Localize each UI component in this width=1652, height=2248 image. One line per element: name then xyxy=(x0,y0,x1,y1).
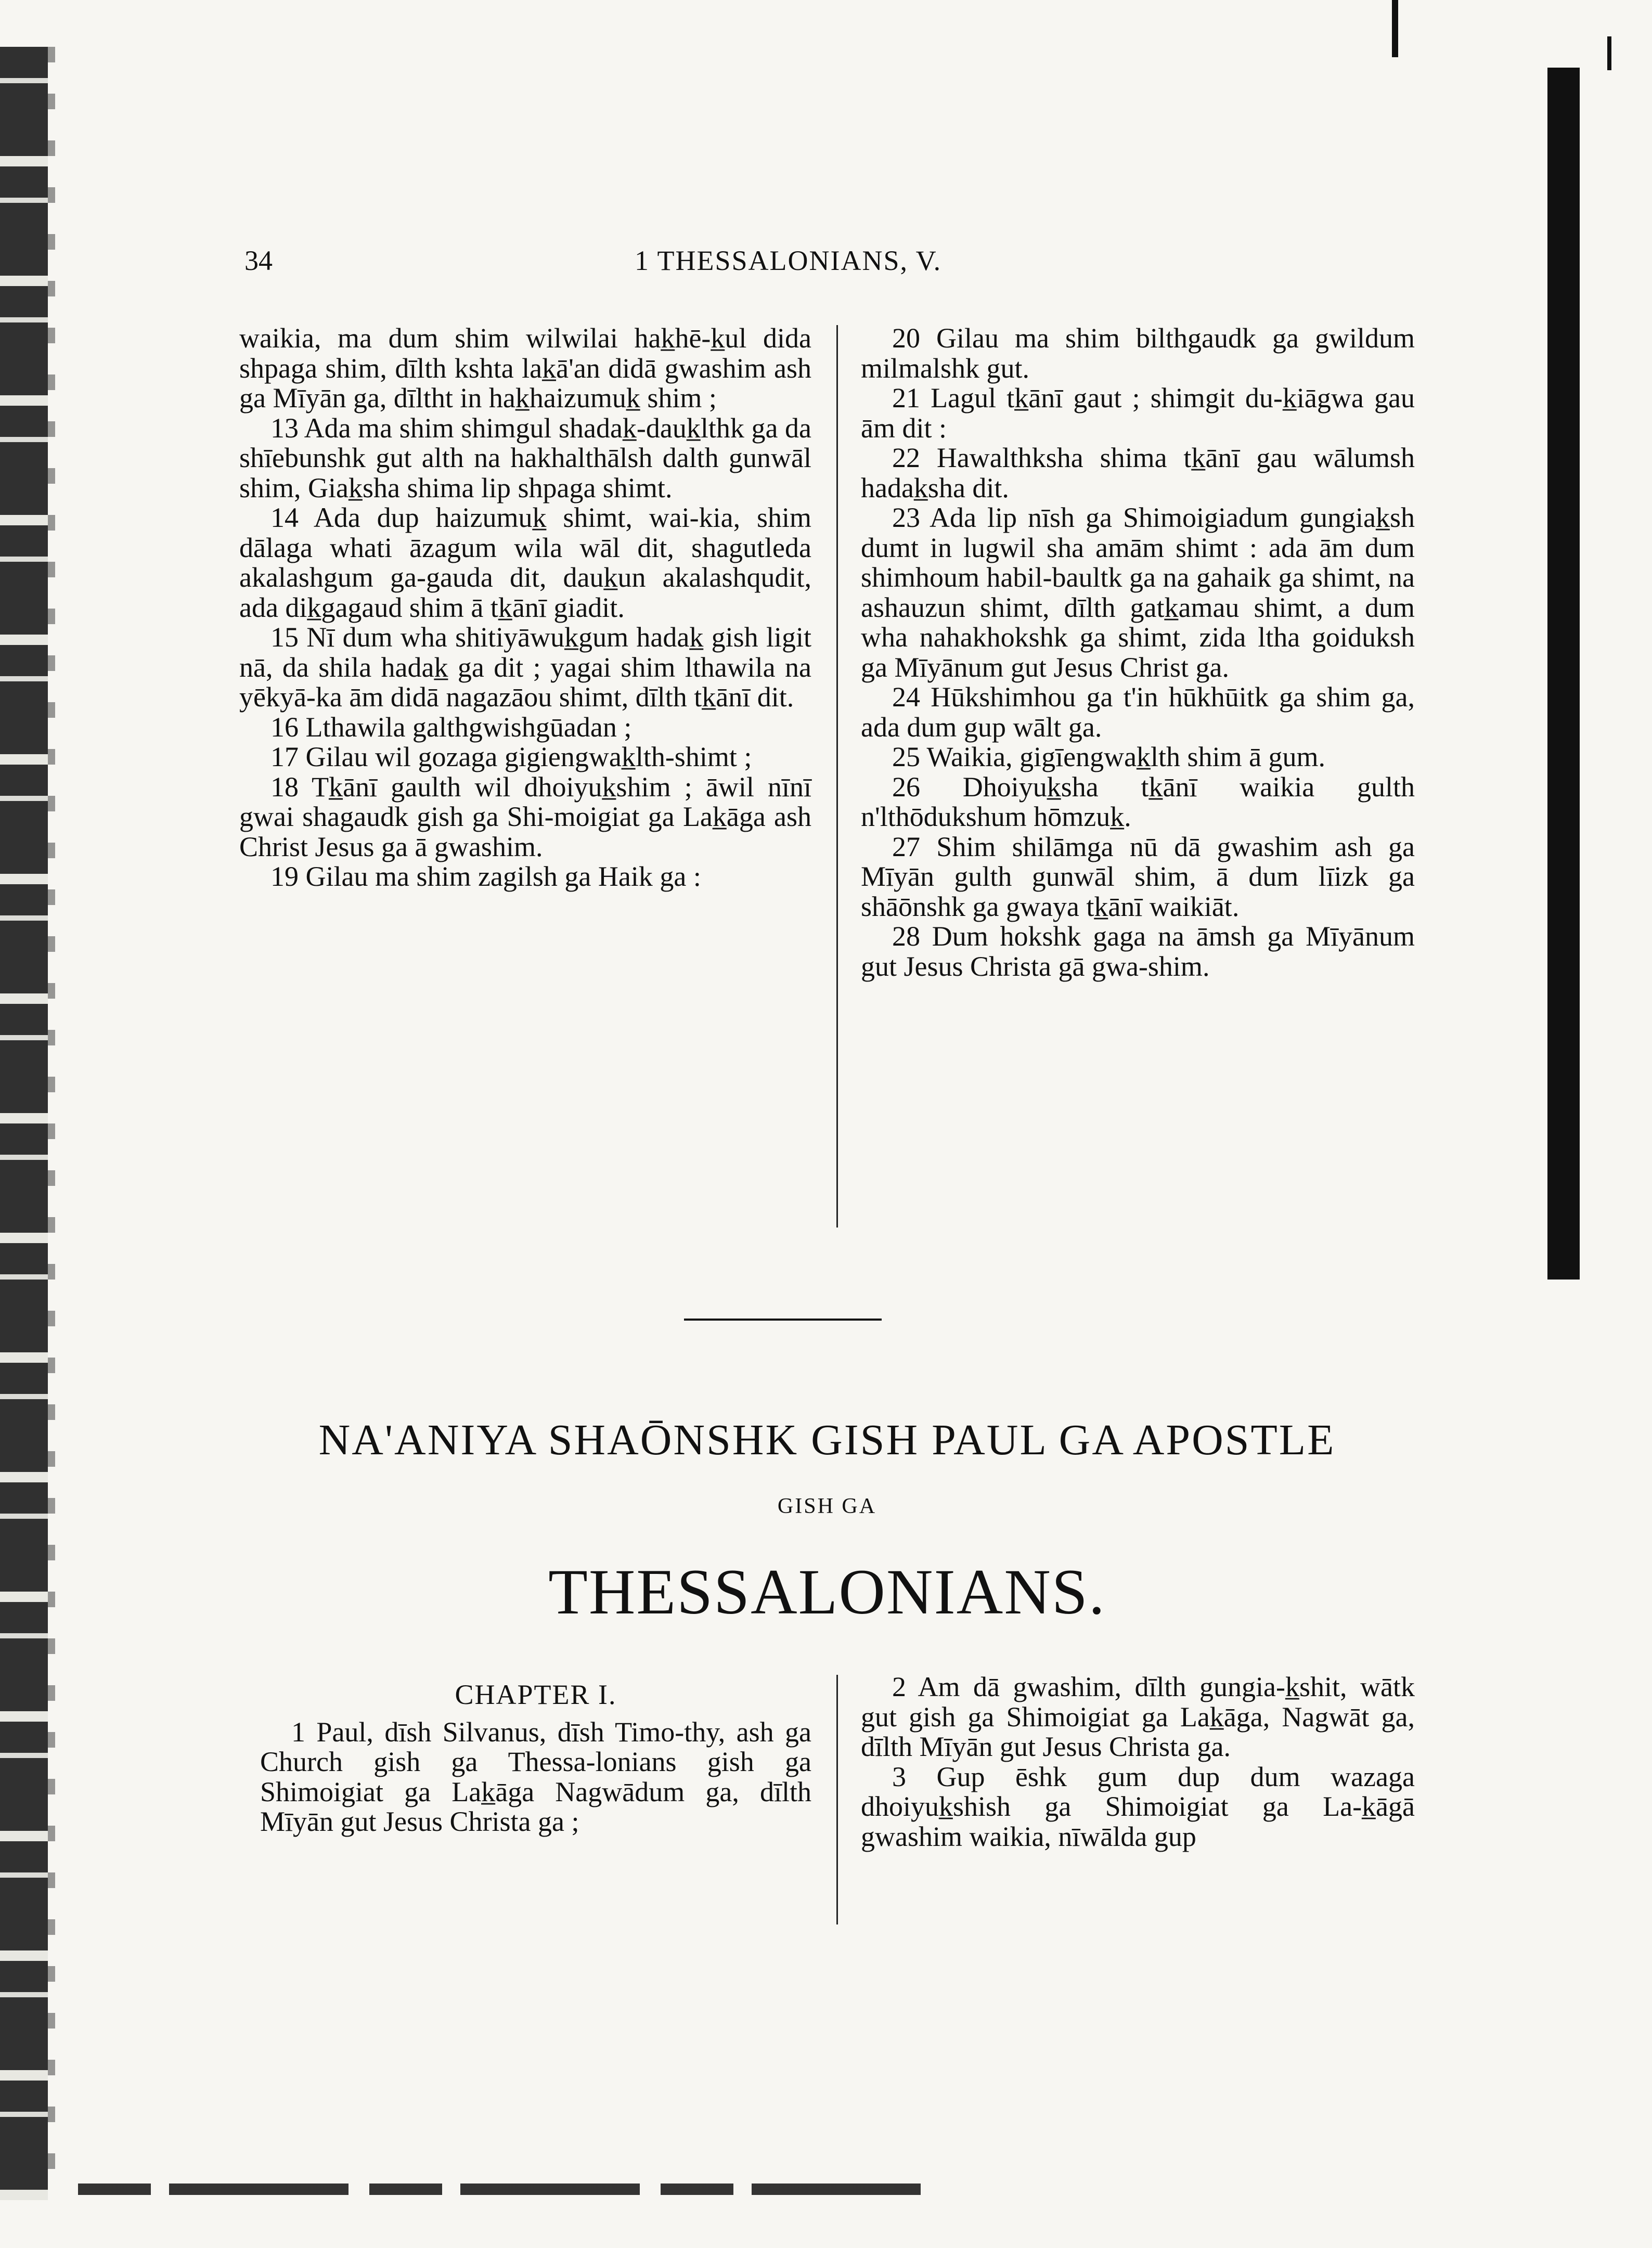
scan-edge-right xyxy=(1547,68,1580,1280)
chapter-heading: CHAPTER I. xyxy=(455,1679,617,1710)
verse-paragraph: waikia, ma dum shim wilwilai hak̲hē-k̲ul dida shpaga shim, dīlth kshta lak̲ā'an didā gwashim ash ga Mīyān ga, dīltht in hak̲haizumuk̲ shim ; xyxy=(239,322,811,414)
column-divider xyxy=(836,325,838,1228)
verse-paragraph: 18 Tk̲ānī gaulth wil dhoiyuk̲shim ; āwil nīnī gwai shagaudk gish ga Shi-moigiat ga Lak̲āga ash Christ Jesus ga ā gwashim. xyxy=(239,771,811,862)
verse-paragraph: 14 Ada dup haizumuk̲ shimt, wai-kia, shim dālaga whati āzagum wila wāl dit, shagutleda akalashgum ga-gauda dit, dauk̲un akalashqudit, ada dik̲gagaud shim ā tk̲ānī giadit. xyxy=(239,502,811,623)
verse-paragraph: 22 Hawalthksha shima tk̲ānī gau wālumsh hadak̲sha dit. xyxy=(861,442,1415,503)
verse-paragraph: 23 Ada lip nīsh ga Shimoigiadum gungiak̲sh dumt in lugwil sha amām shimt : ada ām dum shimhoum habil-baultk ga na gahaik ga shimt, na ashauzun shimt, dīlth gatk̲amau shimt, a dum wha nahakhokshk ga shimt, zida ltha goiduksh ga Mīyānum gut Jesus Christ ga. xyxy=(861,502,1415,683)
chapter5-left-column xyxy=(239,324,811,892)
scan-mark-top-right xyxy=(1607,36,1611,70)
section-divider xyxy=(684,1319,882,1321)
page-header xyxy=(244,244,1046,286)
scan-edge-left-inner xyxy=(48,47,55,2200)
verse-paragraph: 13 Ada ma shim shimgul shadak̲-dauk̲lthk ga da shīebunshk gut alth na hakhalthālsh dalth gunwāl shim, Giak̲sha shima lip shpaga shimt. xyxy=(239,412,811,503)
verse-paragraph: 20 Gilau ma shim bilthgaudk ga gwildum milmalshk gut. xyxy=(861,322,1415,384)
running-head: 1 THESSALONIANS, V. xyxy=(635,245,942,276)
epistle-subtitle: GISH GA xyxy=(777,1494,877,1518)
verse-paragraph: 1 Paul, dīsh Silvanus, dīsh Timo-thy, ash ga Church gish ga Thessa-lonians gish ga Shimoigiat ga Lak̲āga Nagwādum ga, dīlth Mīyān gut Jesus Christa ga ; xyxy=(260,1716,811,1837)
verse-paragraph: 25 Waikia, gigīengwak̲lth shim ā gum. xyxy=(892,741,1326,772)
epistle-title: NA'ANIYA SHAŌNSHK GISH PAUL GA APOSTLE xyxy=(318,1416,1336,1464)
verse-paragraph: 17 Gilau wil gozaga gigiengwak̲lth-shimt ; xyxy=(270,741,752,772)
chapter1-left-column xyxy=(260,1680,811,1837)
verse-paragraph: 16 Lthawila galthgwishgūadan ; xyxy=(270,711,632,743)
scan-edge-bottom xyxy=(78,2184,921,2195)
verse-paragraph: 24 Hūkshimhou ga t'in hūkhūitk ga shim ga, ada dum gup wālt ga. xyxy=(861,681,1415,743)
chapter1-right-column xyxy=(861,1672,1415,1852)
verse-paragraph: 3 Gup ēshk gum dup dum wazaga dhoiyuk̲shish ga Shimoigiat ga La-k̲āgā gwashim waikia, nīwālda gup xyxy=(861,1761,1415,1852)
scan-mark-top xyxy=(1392,0,1398,57)
verse-paragraph: 19 Gilau ma shim zagilsh ga Haik ga : xyxy=(270,861,701,892)
column-divider xyxy=(836,1675,838,1924)
verse-paragraph: 27 Shim shilāmga nū dā gwashim ash ga Mīyān gulth gunwāl shim, ā dum līizk ga shāōnshk ga gwaya tk̲ānī waikiāt. xyxy=(861,831,1415,922)
chapter5-right-column xyxy=(861,324,1415,981)
verse-paragraph: 28 Dum hokshk gaga na āmsh ga Mīyānum gut Jesus Christa gā gwa-shim. xyxy=(861,921,1415,982)
verse-paragraph: 15 Nī dum wha shitiyāwuk̲gum hadak̲ gish ligit nā, da shila hadak̲ ga dit ; yagai shim lthawila na yēkyā-ka ām didā nagazāou shimt, dīlth tk̲ānī dit. xyxy=(239,622,811,713)
verse-paragraph: 26 Dhoiyuk̲sha tk̲ānī waikia gulth n'lthōdukshum hōmzuk̲. xyxy=(861,771,1415,832)
book-name: THESSALONIANS. xyxy=(548,1556,1106,1627)
scan-edge-left xyxy=(0,47,48,2200)
page-number: 34 xyxy=(244,245,273,276)
verse-paragraph: 2 Am dā gwashim, dīlth gungia-k̲shit, wātk gut gish ga Shimoigiat ga Lak̲āga, Nagwāt ga, dīlth Mīyān gut Jesus Christa ga. xyxy=(861,1671,1415,1762)
verse-paragraph: 21 Lagul tk̲ānī gaut ; shimgit du-k̲iāgwa gau ām dit : xyxy=(861,382,1415,444)
